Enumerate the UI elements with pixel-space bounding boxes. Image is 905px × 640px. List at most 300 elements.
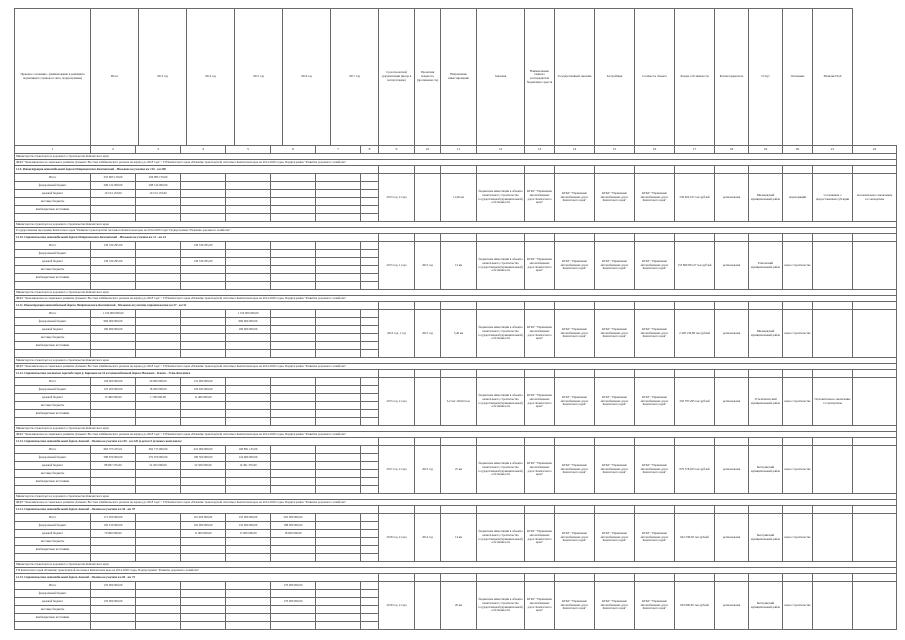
builder-cell: КГКУ "Управление автомобильных дорог Камчатского края" — [635, 174, 675, 222]
funding-source-label: федеральный бюджет — [15, 250, 91, 258]
funding-value: 17 000 000,00 — [226, 530, 271, 538]
empty-cell — [361, 530, 379, 538]
col-header-psd: Наличие ПСД — [813, 9, 853, 146]
funding-value — [271, 538, 316, 546]
funding-value: 255 663 179,00 — [91, 174, 136, 182]
psd-cell — [853, 514, 897, 562]
col-header-total: Итого — [91, 9, 139, 145]
empty-cell — [15, 622, 91, 630]
funding-value — [181, 614, 226, 622]
funding-value — [226, 590, 271, 598]
empty-cell — [715, 506, 749, 514]
empty-cell — [361, 486, 379, 494]
funding-source-label: Итого — [15, 310, 91, 318]
empty-cell — [15, 486, 91, 494]
empty-cell — [361, 514, 379, 522]
funding-value — [136, 274, 181, 282]
builder-cell: КГКУ "Управление автомобильных дорог Камчатского края" — [635, 310, 675, 358]
column-number: 21 — [813, 146, 853, 154]
col-header-2016: 2016 год — [283, 9, 331, 145]
funding-source-label: федеральный бюджет — [15, 182, 91, 190]
customer-cell: КГКУ "Управление автомобильных дорог Камчатского края" — [525, 310, 555, 358]
funding-source-label: местные бюджеты — [15, 198, 91, 206]
funding-value — [271, 310, 316, 318]
empty-cell — [853, 438, 897, 446]
funding-value: 190 000 000,00 — [226, 326, 271, 334]
funding-value: 1 150 000 000,00 — [91, 310, 136, 318]
empty-cell — [783, 506, 813, 514]
empty-cell — [361, 334, 379, 342]
funding-value — [136, 582, 181, 590]
funding-source-label: Итого — [15, 582, 91, 590]
empty-cell — [226, 622, 271, 630]
funding-value — [136, 590, 181, 598]
funding-value — [181, 334, 226, 342]
funding-value: 20 000 000,00 — [136, 378, 181, 386]
funding-value — [226, 334, 271, 342]
funding-value — [271, 470, 316, 478]
empty-cell — [813, 166, 853, 174]
funding-value: 960 000 000,00 — [226, 318, 271, 326]
basis-cell: Соглашение о предоставлении субсидии — [813, 174, 853, 222]
empty-cell — [361, 614, 379, 622]
funding-value: 156 000 000,00 — [91, 378, 136, 386]
funding-value: 136 330 265,00 — [91, 242, 136, 250]
funding-value — [316, 606, 361, 614]
funding-value: 170 000 000,00 — [271, 582, 316, 590]
empty-cell — [783, 438, 813, 446]
funding-value — [91, 478, 136, 486]
capacity-cell: 14 км — [441, 514, 477, 562]
builder-cell: КГКУ "Управление автомобильных дорог Камчатского края" — [635, 242, 675, 290]
psd-cell — [853, 378, 897, 426]
funding-value — [271, 258, 316, 266]
investment-table — [14, 8, 897, 630]
ministry-label: Министерство транспорта и дорожного строительства Камчатского края — [15, 426, 897, 432]
funding-source-label: местные бюджеты — [15, 606, 91, 614]
object-title: 14.13. Строительство автомобильной дороги Анавгай - Палана на участке км 120 - км 240 (в целом 9 пусковых комплексов) — [15, 438, 379, 446]
funding-value — [136, 326, 181, 334]
funding-source-label: местные бюджеты — [15, 470, 91, 478]
column-number: 5 — [226, 146, 271, 154]
funding-value: 52 455 000,00 — [136, 462, 181, 470]
funding-value — [181, 478, 226, 486]
empty-cell — [361, 342, 379, 350]
empty-cell — [136, 418, 181, 426]
funding-value: 170 000 000,00 — [91, 598, 136, 606]
funding-value: 11 000 000,00 — [181, 530, 226, 538]
term-cell: 2015 год, 2 года — [379, 378, 415, 426]
program-label: Государственная программа Камчатского края "Развитие транспортной системы в Камчатском крае на 2014-2020 годы" Подпрограмма "Развитие дорожного хозяйства" — [15, 228, 897, 234]
funding-value — [271, 546, 316, 554]
empty-cell — [749, 234, 783, 242]
funding-value: 132 000 000,00 — [226, 522, 271, 530]
funding-value — [271, 334, 316, 342]
funding-value: 104 945 000,00 — [181, 386, 226, 394]
empty-cell — [525, 506, 555, 514]
empty-cell — [361, 174, 379, 182]
cost-cell: 256 787,295 тыс.рублей — [675, 378, 715, 426]
column-number: 18 — [715, 146, 749, 154]
ownership-cell: региональная — [715, 514, 749, 562]
empty-cell — [361, 250, 379, 258]
empty-cell — [361, 282, 379, 290]
empty-cell — [361, 554, 379, 562]
funding-value — [316, 582, 361, 590]
column-number: 13 — [525, 146, 555, 154]
empty-cell — [379, 166, 415, 174]
column-number: 19 — [749, 146, 783, 154]
capacity-cell: 12 км — [441, 242, 477, 290]
term-cell: 2015 год, 1 года — [379, 242, 415, 290]
empty-cell — [361, 394, 379, 402]
funding-value: 190 000 000,00 — [91, 326, 136, 334]
empty-cell — [361, 318, 379, 326]
funding-value — [226, 598, 271, 606]
funding-value — [91, 402, 136, 410]
empty-cell — [715, 234, 749, 242]
funding-value — [226, 242, 271, 250]
empty-cell — [361, 410, 379, 418]
term-cell: 2018 год, 4 года — [379, 514, 415, 562]
funding-row — [15, 174, 897, 182]
funding-value: 106 891 135,00 — [226, 446, 271, 454]
empty-cell — [361, 446, 379, 454]
funding-value — [226, 614, 271, 622]
empty-cell — [91, 418, 136, 426]
funding-value — [226, 206, 271, 214]
empty-cell — [181, 350, 226, 358]
empty-cell — [361, 546, 379, 554]
investment-direction-cell: бюджетные инвестиции в объекты капитального строительства государственной (муниципальной) собственности — [477, 310, 525, 358]
empty-cell — [361, 214, 379, 222]
column-number: 11 — [441, 146, 477, 154]
funding-source-label: Итого — [15, 446, 91, 454]
empty-cell — [361, 418, 379, 426]
funding-value — [136, 410, 181, 418]
empty-cell — [316, 622, 361, 630]
empty-cell — [595, 370, 635, 378]
funding-value: 18 000 000,00 — [271, 530, 316, 538]
basis-cell — [813, 446, 853, 494]
funding-row — [15, 514, 897, 522]
program-label: ФЦП "Экономическое и социальное развитие Дальнего Востока и Байкальского региона на период до 2018 года" / ГП Камчатского края «Развитие транспортной системы в Камчатском крае на 2014-2020 годы» Подпрограмма "Развитие дорожного хозяйства" — [15, 296, 897, 302]
funding-source-label: федеральный бюджет — [15, 522, 91, 530]
funding-value — [226, 274, 271, 282]
column-number: 22 — [853, 146, 897, 154]
object-title-row — [15, 302, 897, 310]
term2-cell — [415, 174, 441, 222]
empty-cell — [136, 486, 181, 494]
funding-value: 362 715 000,00 — [136, 446, 181, 454]
ministry-label: Министерство транспорта и дорожного строительства Камчатского края — [15, 154, 897, 160]
funding-value — [271, 174, 316, 182]
funding-value: 170 000 000,00 — [91, 582, 136, 590]
funding-value — [271, 326, 316, 334]
col-header-basis: Основание — [783, 9, 813, 146]
funding-value: 270 070 000,00 — [136, 454, 181, 462]
funding-value — [91, 606, 136, 614]
empty-cell — [136, 350, 181, 358]
funding-value: 125 200 000,00 — [91, 386, 136, 394]
empty-cell — [525, 438, 555, 446]
term-cell: 2018 год, 2 года — [379, 582, 415, 630]
funding-value: 199 500 000,00 — [181, 454, 226, 462]
status-cell: новое строительство — [783, 514, 813, 562]
funding-value — [226, 538, 271, 546]
funding-source-label: внебюджетные источники — [15, 342, 91, 350]
funding-value — [136, 538, 181, 546]
funding-source-label: федеральный бюджет — [15, 318, 91, 326]
holder-cell: Елизовский муниципальный район — [749, 242, 783, 290]
funding-value: 14 361 355,00 — [226, 462, 271, 470]
funding-value — [136, 522, 181, 530]
funding-value — [181, 310, 226, 318]
ownership-cell: региональная — [715, 446, 749, 494]
funding-value — [91, 334, 136, 342]
empty-cell — [675, 506, 715, 514]
empty-cell — [361, 590, 379, 598]
funding-value — [271, 478, 316, 486]
empty-cell — [316, 554, 361, 562]
funding-value — [226, 190, 271, 198]
empty-cell — [181, 622, 226, 630]
header-row — [15, 9, 897, 146]
empty-cell — [555, 574, 595, 582]
funding-value — [136, 598, 181, 606]
cost-cell: 642 238,28 тыс.рублей — [675, 514, 715, 562]
funding-source-label: Итого — [15, 242, 91, 250]
empty-cell — [415, 370, 441, 378]
empty-cell — [595, 506, 635, 514]
holder-cell: Быстринский муниципальный район — [749, 582, 783, 630]
empty-cell — [635, 574, 675, 582]
ownership-cell: региональная — [715, 582, 749, 630]
ministry-label: Министерство транспорта и дорожного строительства Камчатского края — [15, 358, 897, 364]
empty-cell — [813, 506, 853, 514]
col-header-holder: Балансодержатель — [715, 9, 749, 146]
empty-cell — [555, 370, 595, 378]
status-cell: новое строительство — [783, 242, 813, 290]
col-header-2015: 2015 год — [235, 9, 283, 145]
funding-value: 10 154 153,00 — [136, 190, 181, 198]
empty-cell — [15, 282, 91, 290]
funding-value: 10 154 153,00 — [91, 190, 136, 198]
empty-cell — [136, 214, 181, 222]
col-header-term: Срок проектной документации (ввода в эксплуатацию) — [379, 9, 415, 146]
empty-cell — [15, 350, 91, 358]
term-cell: 2017 год, 2 года — [379, 446, 415, 494]
object-title-row — [15, 438, 897, 446]
ministry-label: Министерство транспорта и дорожного строительства Камчатского края — [15, 562, 897, 568]
empty-cell — [675, 302, 715, 310]
empty-cell — [361, 454, 379, 462]
empty-cell — [635, 506, 675, 514]
empty-cell — [361, 258, 379, 266]
empty-cell — [415, 506, 441, 514]
funding-value — [181, 546, 226, 554]
funding-source-label: краевой бюджет — [15, 258, 91, 266]
empty-cell — [181, 486, 226, 494]
empty-cell — [361, 522, 379, 530]
funding-value — [226, 342, 271, 350]
empty-cell — [379, 506, 415, 514]
distributor-cell: КГКУ "Управление автомобильных дорог Камчатского края" — [555, 514, 595, 562]
funding-source-label: федеральный бюджет — [15, 454, 91, 462]
state-customer-cell: КГКУ "Управление автомобильных дорог Камчатского края" — [595, 174, 635, 222]
basis-cell — [813, 582, 853, 630]
funding-value — [136, 318, 181, 326]
object-title-row — [15, 166, 897, 174]
funding-value — [316, 318, 361, 326]
empty-cell — [441, 166, 477, 174]
empty-cell — [853, 574, 897, 582]
empty-cell — [853, 506, 897, 514]
empty-cell — [783, 574, 813, 582]
funding-value — [136, 514, 181, 522]
funding-row — [15, 446, 897, 454]
funding-value — [226, 606, 271, 614]
funding-value — [316, 614, 361, 622]
empty-cell — [316, 486, 361, 494]
empty-cell — [749, 370, 783, 378]
investment-direction-cell: бюджетные инвестиции в объекты капитального строительства государственной (муниципальной) собственности — [477, 514, 525, 562]
funding-value — [226, 394, 271, 402]
empty-cell — [379, 302, 415, 310]
funding-value — [271, 462, 316, 470]
builder-cell: КГКУ "Управление автомобильных дорог Камчатского края" — [635, 514, 675, 562]
col-header-customer: Заказчик — [477, 9, 525, 146]
empty-cell — [271, 554, 316, 562]
empty-cell — [181, 554, 226, 562]
investment-direction-cell: бюджетные инвестиции в объекты капитального строительства государственной (муниципальной) собственности — [477, 242, 525, 290]
funding-value — [316, 402, 361, 410]
funding-source-label: местные бюджеты — [15, 334, 91, 342]
empty-cell — [316, 214, 361, 222]
empty-cell — [715, 370, 749, 378]
empty-cell — [361, 598, 379, 606]
empty-cell — [271, 214, 316, 222]
funding-value — [316, 446, 361, 454]
customer-cell: КГКУ "Управление автомобильных дорог Камчатского края" — [525, 514, 555, 562]
state-customer-cell: КГКУ "Управление автомобильных дорог Камчатского края" — [595, 242, 635, 290]
funding-value — [91, 266, 136, 274]
empty-cell — [361, 190, 379, 198]
funding-source-label: Итого — [15, 174, 91, 182]
empty-cell — [379, 574, 415, 582]
funding-source-label: краевой бюджет — [15, 462, 91, 470]
funding-value — [271, 242, 316, 250]
empty-cell — [749, 302, 783, 310]
column-number: 9 — [379, 146, 415, 154]
funding-value — [316, 538, 361, 546]
funding-value — [271, 318, 316, 326]
col-header-ownership: Форма собственности — [675, 9, 715, 146]
program-label: ГП Камчатского края «Развитие транспортной системы в Камчатском крае на 2014-2020 годы» Подпрограмма "Развитие дорожного хозяйства" — [15, 568, 897, 574]
empty-cell — [853, 302, 897, 310]
empty-cell — [379, 438, 415, 446]
col-header-state-customer: Государственный заказчик — [555, 9, 595, 146]
term2-cell: 2013 год — [415, 446, 441, 494]
funding-value — [181, 606, 226, 614]
empty-cell — [555, 438, 595, 446]
funding-value — [181, 190, 226, 198]
funding-value — [226, 258, 271, 266]
empty-cell — [715, 438, 749, 446]
empty-cell — [595, 234, 635, 242]
empty-cell — [271, 282, 316, 290]
investment-direction-cell: бюджетные инвестиции в объекты капитального строительства государственной (муниципальной) собственности — [477, 174, 525, 222]
empty-cell — [91, 622, 136, 630]
empty-cell — [525, 166, 555, 174]
basis-cell — [813, 310, 853, 358]
empty-cell — [226, 554, 271, 562]
empty-cell — [813, 370, 853, 378]
empty-cell — [361, 198, 379, 206]
funding-value — [136, 198, 181, 206]
funding-source-label: местные бюджеты — [15, 402, 91, 410]
empty-cell — [813, 574, 853, 582]
funding-value — [316, 198, 361, 206]
column-number: 14 — [555, 146, 595, 154]
capacity-cell: 11,00 км — [441, 174, 477, 222]
funding-row — [15, 378, 897, 386]
empty-cell — [749, 166, 783, 174]
funding-value — [271, 402, 316, 410]
funding-value — [91, 206, 136, 214]
funding-value — [271, 394, 316, 402]
funding-value — [271, 182, 316, 190]
capacity-cell: 3,2 км/ 126,64 п.м. — [441, 378, 477, 426]
funding-value — [226, 182, 271, 190]
ministry-label: Министерство транспорта и дорожного строительства Камчатского края — [15, 494, 897, 500]
funding-value — [316, 258, 361, 266]
col-header-status: Статус — [749, 9, 783, 146]
column-number: 15 — [595, 146, 635, 154]
empty-cell — [525, 574, 555, 582]
empty-cell — [555, 234, 595, 242]
basis-cell: Положительное заключение госэкспертизы — [813, 378, 853, 426]
funding-value — [136, 402, 181, 410]
funding-value: 15 460 000,00 — [91, 394, 136, 402]
funding-value — [226, 478, 271, 486]
funding-value — [316, 478, 361, 486]
funding-value — [181, 274, 226, 282]
empty-cell — [813, 234, 853, 242]
object-title: 14.14. Строительство автомобильной дороги Анавгай - Палана на участке км 36 - км 55 — [15, 506, 379, 514]
funding-value — [91, 198, 136, 206]
funding-value — [181, 590, 226, 598]
funding-value — [181, 206, 226, 214]
empty-cell — [813, 302, 853, 310]
funding-value — [226, 386, 271, 394]
builder-cell: КГКУ "Управление автомобильных дорог Камчатского края" — [635, 446, 675, 494]
state-customer-cell: КГКУ "Управление автомобильных дорог Камчатского края" — [595, 310, 635, 358]
funding-value — [136, 206, 181, 214]
empty-cell — [361, 470, 379, 478]
funding-value — [181, 598, 226, 606]
distributor-cell: КГКУ "Управление автомобильных дорог Камчатского края" — [555, 174, 595, 222]
funding-value — [226, 266, 271, 274]
empty-cell — [477, 234, 525, 242]
capacity-cell: 25 км — [441, 446, 477, 494]
state-customer-cell: КГКУ "Управление автомобильных дорог Камчатского края" — [595, 514, 635, 562]
term2-cell: 2014 год — [415, 514, 441, 562]
col-header-direction: Направление инвестирования — [441, 9, 477, 146]
empty-cell — [555, 506, 595, 514]
empty-cell — [813, 438, 853, 446]
term-cell: 2013 год, 2 года — [379, 174, 415, 222]
